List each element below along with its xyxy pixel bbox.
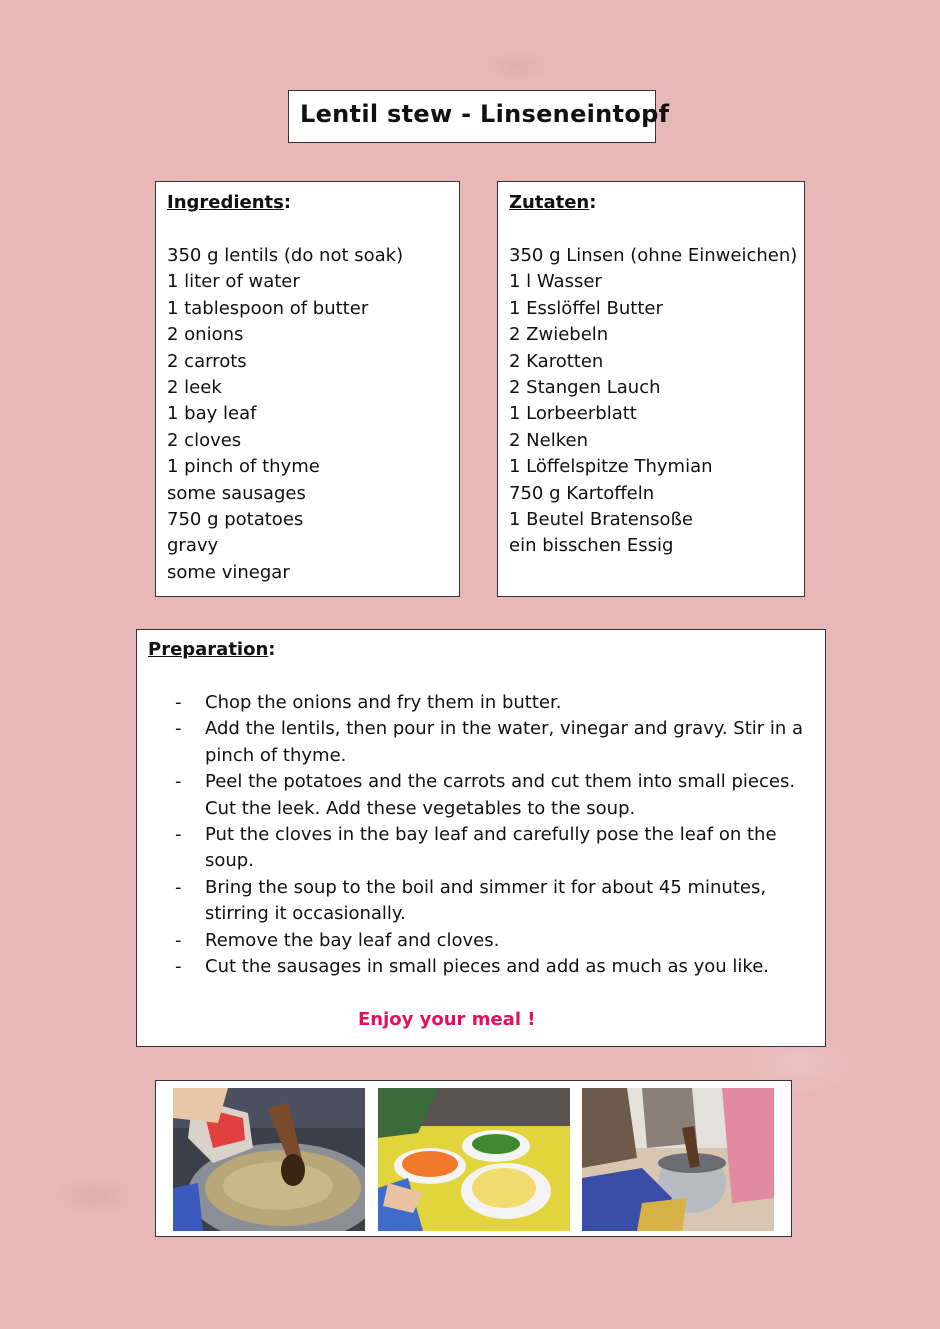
preparation-step: - Remove the bay leaf and cloves.	[175, 928, 815, 954]
ingredients-box	[155, 181, 460, 597]
zutaten-list	[509, 243, 797, 560]
zutat-item: 750 g Kartoffeln	[509, 482, 655, 504]
zutat-item: 1 l Wasser	[509, 271, 602, 293]
page-title: Lentil stew - Linseneintopf	[300, 100, 670, 128]
ingredient-item: some vinegar	[167, 561, 290, 583]
zutat-item: 1 Lorbeerblatt	[509, 403, 637, 425]
ingredient-item: 1 pinch of thyme	[167, 456, 320, 478]
ingredient-item: 350 g lentils (do not soak)	[167, 245, 404, 266]
preparation-step: - Chop the onions and fry them in butter.	[175, 690, 815, 716]
zutaten-heading: Zutaten:	[509, 192, 597, 213]
preparation-step: - Peel the potatoes and the carrots and cut them into small pieces. Cut the leek. Add these vegetables to the soup.	[175, 769, 815, 822]
zutat-item: 350 g Linsen (ohne Einweichen)	[509, 245, 798, 266]
preparation-step: - Cut the sausages in small pieces and add as much as you like.	[175, 954, 815, 980]
zutat-item: 1 Löffelspitze Thymian	[509, 456, 713, 478]
ingredient-item: gravy	[167, 535, 219, 557]
ingredient-item: 1 liter of water	[167, 271, 300, 293]
ingredient-item: 1 bay leaf	[167, 403, 257, 425]
zutat-item: ein bisschen Essig	[509, 535, 674, 557]
photo-cooking-pot	[173, 1088, 365, 1231]
ingredient-item: 2 carrots	[167, 350, 247, 372]
preparation-step: - Add the lentils, then pour in the water, vinegar and gravy. Stir in a pinch of thyme.	[175, 716, 815, 769]
ingredients-list	[167, 243, 403, 586]
ingredient-item: 2 onions	[167, 324, 244, 346]
preparation-steps	[175, 690, 815, 980]
ingredient-item: some sausages	[167, 482, 306, 504]
zutat-item: 2 Zwiebeln	[509, 324, 609, 346]
ingredients-heading: Ingredients:	[167, 192, 292, 213]
preparation-heading: Preparation:	[148, 639, 276, 660]
zutat-item: 2 Stangen Lauch	[509, 377, 661, 399]
zutat-item: 1 Esslöffel Butter	[509, 297, 663, 319]
preparation-box	[136, 629, 826, 1047]
enjoy-message: Enjoy your meal !	[358, 1009, 536, 1030]
photo-stirring	[582, 1088, 774, 1231]
preparation-step: - Bring the soup to the boil and simmer it for about 45 minutes, stirring it occasionally.	[175, 875, 815, 928]
zutaten-box	[497, 181, 805, 597]
zutat-item: 1 Beutel Bratensoße	[509, 509, 693, 531]
photo-strip	[155, 1080, 792, 1237]
ingredient-item: 750 g potatoes	[167, 509, 304, 531]
ingredient-item: 1 tablespoon of butter	[167, 297, 369, 319]
title-box	[288, 90, 670, 143]
zutat-item: 2 Karotten	[509, 350, 604, 372]
photo-vegetables	[378, 1088, 570, 1231]
ingredient-item: 2 cloves	[167, 429, 242, 451]
zutat-item: 2 Nelken	[509, 429, 588, 451]
preparation-step: - Put the cloves in the bay leaf and carefully pose the leaf on the soup.	[175, 822, 815, 875]
ingredient-item: 2 leek	[167, 377, 222, 399]
